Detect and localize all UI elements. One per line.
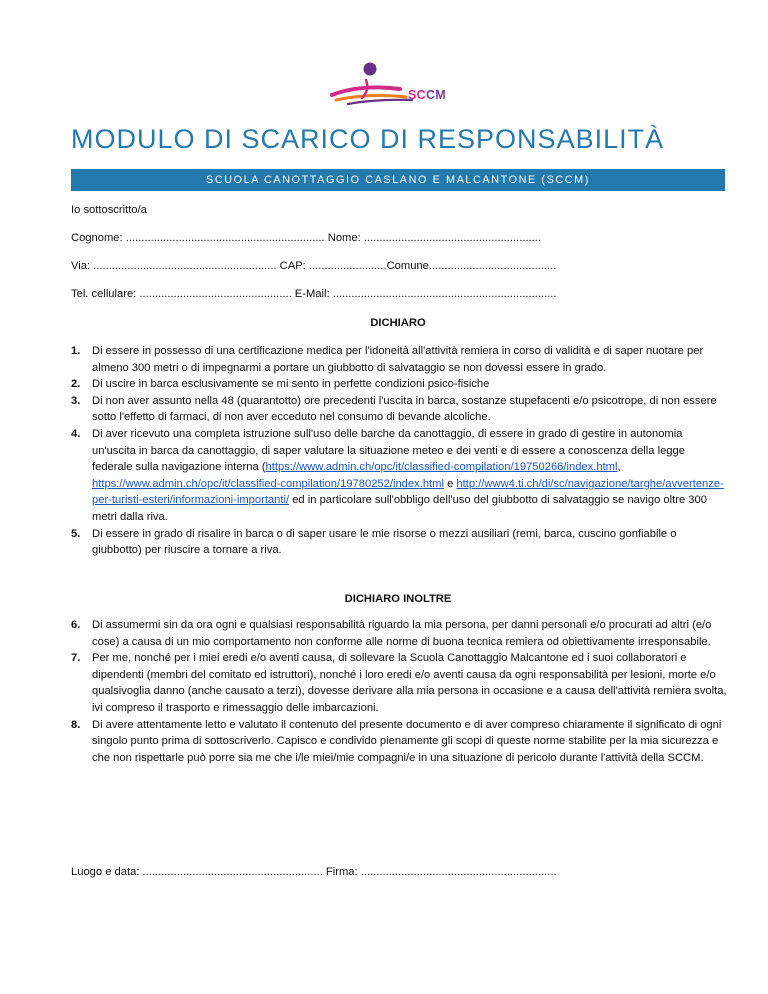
item-number: 8. [71,718,81,731]
item-number: 4. [71,427,81,440]
logo-text-sc: SC [408,88,426,102]
item-number: 6. [71,619,81,631]
item-number: 2. [71,378,81,391]
link-separator: e [443,477,457,490]
logo-text-cm: CM [425,88,447,102]
item-text: Di essere in grado di risalire in barca o di saper usare le mie risorse o mezzi ausiliari (remi, barca, cuscino gonfiabile o giubbotto) per riuscire a tornare a riva. [92,527,677,557]
dichiaro-heading: DICHIARO [370,317,426,329]
link-separator: , [617,461,621,474]
list-item [71,426,727,526]
cognome-nome-line: Cognome: ................................................................ Nome: ......................................................... [71,232,541,244]
item-number: 5. [71,527,81,540]
list-item [71,650,727,716]
list-item [71,617,727,650]
dichiaro-list [71,343,727,559]
list-item [71,376,727,393]
item-number: 3. [71,394,81,407]
item-number: 7. [71,652,81,665]
list-item [71,526,727,559]
item-text: Di non aver assunto nella 48 (quarantotto) ore precedenti l'uscita in barca, sostanze stupefacenti e/o psicotrope, di non essere sotto l'effetto di farmaci, di non aver ecceduto nel consumo di bevande alcoliche. [92,394,717,424]
sccm-logo [326,62,462,110]
dichiaro-inoltre-heading: DICHIARO INOLTRE [344,593,452,605]
list-item [71,343,727,376]
link-legge-federale-2[interactable]: https://www.admin.ch/opc/it/classified-compilation/19780252/index.html [92,477,444,490]
luogo-firma-line: Luogo e data: .......................................................... Firma: ............................................................... [71,866,557,878]
document-title: MODULO DI SCARICO DI RESPONSABILITÀ [71,124,665,154]
rower-logo-icon [326,62,462,110]
school-banner: SCUOLA CANOTTAGGIO CASLANO E MALCANTONE (SCCM) [71,169,725,191]
tel-email-line: Tel. cellulare: ................................................. E-Mail: ........................................................................ [71,288,557,300]
intro-line: Io sottoscritto/a [71,204,147,216]
item-text: Per me, nonché per i miei eredi e/o aventi causa, di sollevare la Scuola Canottaggio Malcantone ed i suoi collaboratori e dipendenti (membri del comitato ed istruttori), nonché i loro eredi e/o aventi causa da ogni responsabilità per lesioni, morte e/o qualsivoglia danno (anche causato a terzi), dovesse derivare alla mia persona in occasione e a causa dell'attività remiera svolta, ivi compreso il trasporto e rimessaggio delle imbarcazioni. [92,652,727,714]
list-item [71,717,727,767]
item-text: Di assumermi sin da ora ogni e qualsiasi responsabilità riguardo la mia persona, per danni personali e/o procurati ad altri (e/o cose) a causa di un mio comportamento non conforme alle norme di buona tecnica remiera od obiettivamente irresponsabile. [92,619,712,648]
logo-wordmark [408,88,446,102]
item-text: Di essere in possesso di una certificazione medica per l'idoneità all'attività remiera in corso di validità e di saper nuotare per almeno 300 metri o di impegnarmi a portare un giubbotto di salvataggio se non dovessi essere in grado. [92,345,704,374]
link-legge-federale-1[interactable]: https://www.admin.ch/opc/it/classified-compilation/19750266/index.html [265,461,618,474]
item-text: Di uscire in barca esclusivamente se mi sento in perfette condizioni psico-fisiche [92,378,490,391]
item-number: 1. [71,345,81,357]
item-text: Di avere attentamente letto e valutato il contenuto del presente documento e di aver compreso chiaramente il significato di ogni singolo punto prima di sottoscriverlo. Capisco e condivido pienamente gli scopi di queste norme stabilite per la mia sicurezza e che non rispettarle può porre sia me che i/le miei/mie compagni/e in una situazione di pericolo durante l'attività della SCCM. [92,718,722,764]
item-text: Di aver ricevuto una completa istruzione sull'uso delle barche da canottaggio, di essere in grado di gestire in autonomia un'uscita in barca da canottaggio, di saper valutare la situazione meteo e dei venti e di essere a conoscenza della legge federale sulla navigazione interna ( [92,427,685,474]
list-item [71,393,727,426]
item-text-end: ed in particolare sull'obbligo dell'uso del giubbotto di salvataggio se navigo oltre 300 metri dalla riva. [92,494,707,523]
link-informazioni-importanti[interactable]: http://www4.ti.ch/di/sc/navigazione/targhe/avvertenze-per-turisti-esteri/informazioni-importanti/ [92,477,724,507]
via-cap-comune-line: Via: ........................................................... CAP: .........................Comune......................................... [71,260,557,272]
dichiaro-inoltre-list [71,617,727,766]
